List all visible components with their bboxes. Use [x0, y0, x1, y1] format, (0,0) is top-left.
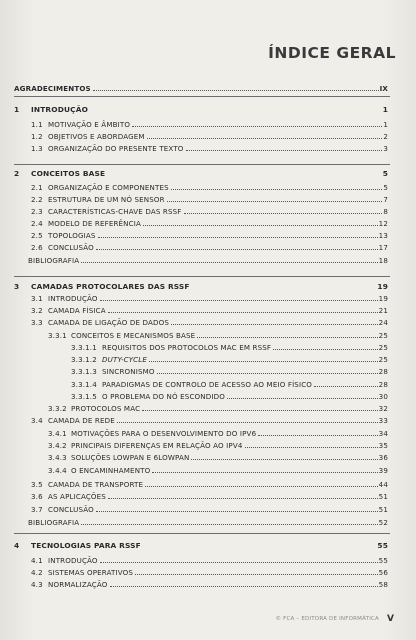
- toc-entry-number: 3.3.1.2: [71, 355, 97, 364]
- toc-entry-number: 3.5: [31, 480, 43, 489]
- toc-entry-number: 3.4.1: [48, 429, 67, 438]
- toc-entry-page: 18: [378, 256, 388, 265]
- dot-leader: [191, 459, 377, 460]
- dot-leader: [245, 447, 378, 448]
- toc-entry-number: 2.1: [31, 183, 43, 192]
- toc-entry-page: 34: [378, 429, 388, 438]
- dot-leader: [186, 150, 383, 151]
- dot-leader: [197, 337, 377, 338]
- toc-entry-page: 52: [378, 518, 388, 527]
- divider: [14, 533, 390, 534]
- toc-entry-page: IX: [379, 84, 388, 93]
- divider: [14, 96, 390, 97]
- toc-entry: [0, 453, 388, 462]
- toc-entry: [0, 518, 388, 527]
- toc-entry-page: 25: [378, 355, 388, 364]
- toc-entry-number: 3.3.1.5: [71, 392, 97, 401]
- toc-entry-number: 2: [14, 169, 20, 178]
- toc-entry-label: MOTIVAÇÕES PARA O DESENVOLVIMENTO DO IPV6: [71, 429, 257, 438]
- page-number: V: [387, 614, 394, 624]
- toc-entry-number: 3.3.1.1: [71, 343, 97, 352]
- toc-entry-label: TOPOLOGIAS: [48, 231, 96, 240]
- dot-leader: [81, 524, 377, 525]
- toc-entry-page: 1: [382, 105, 388, 114]
- toc-entry-page: 13: [378, 231, 388, 240]
- toc-entry-page: 19: [377, 282, 388, 291]
- toc-entry-label: INTRODUÇÃO: [31, 105, 89, 114]
- toc-entry-number: 3.2: [31, 306, 43, 315]
- toc-entry: [0, 306, 388, 315]
- toc-entry-number: 3.6: [31, 492, 43, 501]
- toc-entry-page: 55: [377, 541, 388, 550]
- toc-entry: [0, 207, 388, 216]
- toc-entry-number: 3.7: [31, 505, 43, 514]
- toc-entry-number: 2.3: [31, 207, 43, 216]
- dot-leader: [227, 398, 378, 399]
- toc-entry-page: 33: [378, 416, 388, 425]
- toc-entry-label: CONCLUSÃO: [48, 505, 94, 514]
- toc-entry: [0, 416, 388, 425]
- toc-entry: [0, 318, 388, 327]
- dot-leader: [149, 361, 378, 362]
- dot-leader: [273, 349, 378, 350]
- publisher-credit: © FCA – EDITORA DE INFORMÁTICA: [275, 616, 380, 622]
- toc-entry: [0, 195, 388, 204]
- toc-entry-label: MODELO DE REFERÊNCIA: [48, 219, 141, 228]
- toc-entry: [0, 367, 388, 376]
- toc-entry-label: NORMALIZAÇÃO: [48, 580, 108, 589]
- dot-leader: [108, 312, 378, 313]
- toc-entry-page: 28: [378, 380, 388, 389]
- divider: [14, 164, 390, 165]
- toc-entry: [0, 392, 388, 401]
- toc-entry-page: 51: [378, 492, 388, 501]
- page-title: ÍNDICE GERAL: [268, 44, 396, 62]
- toc-entry-label: BIBLIOGRAFIA: [28, 256, 80, 265]
- toc-entry-page: 7: [383, 195, 388, 204]
- toc-entry-label: CAMADA DE REDE: [48, 416, 115, 425]
- toc-entry-label: SISTEMAS OPERATIVOS: [48, 568, 134, 577]
- toc-entry-label: MOTIVAÇÃO E ÂMBITO: [48, 120, 131, 129]
- toc-entry: [0, 84, 388, 93]
- toc-entry-number: 2.6: [31, 243, 43, 252]
- toc-entry-page: 58: [378, 580, 388, 589]
- dot-leader: [110, 586, 378, 587]
- toc-entry-number: 3.4.4: [48, 466, 67, 475]
- toc-entry-page: 21: [378, 306, 388, 315]
- toc-entry-number: 2.5: [31, 231, 43, 240]
- toc-entry-label: ORGANIZAÇÃO E COMPONENTES: [48, 183, 169, 192]
- toc-entry-label: CAMADA DE TRANSPORTE: [48, 480, 144, 489]
- toc-entry-page: 5: [382, 169, 388, 178]
- toc-entry: [0, 219, 388, 228]
- dot-leader: [100, 562, 378, 563]
- toc-entry: [0, 183, 388, 192]
- toc-entry-label: PROTOCOLOS MAC: [71, 404, 141, 413]
- dot-leader: [108, 498, 378, 499]
- dot-leader: [81, 262, 377, 263]
- toc-entry-page: 19: [378, 294, 388, 303]
- toc-entry-label: TECNOLOGIAS PARA RSSF: [31, 541, 141, 550]
- toc-entry-page: 39: [378, 466, 388, 475]
- dot-leader: [152, 472, 377, 473]
- toc-entry-page: 25: [378, 331, 388, 340]
- toc-entry-label: CONCLUSÃO: [48, 243, 94, 252]
- dot-leader: [142, 410, 377, 411]
- dot-leader: [171, 324, 378, 325]
- toc-entry-label: AS APLICAÇÕES: [48, 492, 106, 501]
- dot-leader: [314, 386, 378, 387]
- toc-entry: [0, 105, 388, 114]
- toc-entry-number: 4.1: [31, 556, 43, 565]
- toc-entry-label: SINCRONISMO: [102, 367, 155, 376]
- dot-leader: [143, 225, 378, 226]
- dot-leader: [258, 435, 377, 436]
- toc-entry-label: OBJETIVOS E ABORDAGEM: [48, 132, 145, 141]
- toc-entry-page: 44: [378, 480, 388, 489]
- toc-entry: [0, 282, 388, 291]
- toc-entry-number: 3.3.1.3: [71, 367, 97, 376]
- toc-entry: [0, 568, 388, 577]
- toc-entry-number: 3.4.2: [48, 441, 67, 450]
- toc-entry: [0, 231, 388, 240]
- toc-entry-page: 8: [383, 207, 388, 216]
- toc-entry-label: ORGANIZAÇÃO DO PRESENTE TEXTO: [48, 144, 184, 153]
- toc-entry: [0, 580, 388, 589]
- dot-leader: [117, 422, 378, 423]
- toc-entry-page: 56: [378, 568, 388, 577]
- toc-entry-number: 3.3.1: [48, 331, 67, 340]
- dot-leader: [132, 126, 382, 127]
- toc-entry: [0, 505, 388, 514]
- dot-leader: [184, 213, 383, 214]
- dot-leader: [167, 201, 383, 202]
- toc-entry-page: 3: [383, 144, 388, 153]
- toc-entry: [0, 429, 388, 438]
- toc-entry-label: AGRADECIMENTOS: [14, 84, 91, 93]
- toc-entry-page: 28: [378, 367, 388, 376]
- toc-entry-label: INTRODUÇÃO: [48, 556, 98, 565]
- toc-entry-number: 3.3.1.4: [71, 380, 97, 389]
- dot-leader: [145, 486, 378, 487]
- dot-leader: [96, 511, 378, 512]
- toc-entry-number: 3: [14, 282, 20, 291]
- toc-entry-label: CAMADA FÍSICA: [48, 306, 106, 315]
- toc-entry-page: 35: [378, 441, 388, 450]
- toc-entry-page: 17: [378, 243, 388, 252]
- toc-entry: [0, 331, 388, 340]
- toc-entry: [0, 294, 388, 303]
- toc-entry-page: 32: [378, 404, 388, 413]
- dot-leader: [96, 249, 378, 250]
- toc-entry: [0, 541, 388, 550]
- toc-entry: [0, 256, 388, 265]
- toc-entry-page: 12: [378, 219, 388, 228]
- toc-entry-label: BIBLIOGRAFIA: [28, 518, 80, 527]
- toc-entry-page: 2: [383, 132, 388, 141]
- dot-leader: [93, 90, 379, 91]
- toc-entry-number: 1.1: [31, 120, 43, 129]
- toc-entry-number: 2.4: [31, 219, 43, 228]
- toc-entry-number: 3.4: [31, 416, 43, 425]
- dot-leader: [100, 300, 378, 301]
- toc-entry-page: 36: [378, 453, 388, 462]
- toc-entry: [0, 380, 388, 389]
- page-footer: [275, 614, 394, 624]
- toc-entry-number: 4: [14, 541, 20, 550]
- toc-entry: [0, 120, 388, 129]
- toc-entry: [0, 480, 388, 489]
- toc-entry-number: 3.3.2: [48, 404, 67, 413]
- toc-entry-label: SOLUÇÕES LOWPAN E 6LOWPAN: [71, 453, 190, 462]
- toc-entry-page: 24: [378, 318, 388, 327]
- toc-entry-page: 5: [383, 183, 388, 192]
- toc-entry-number: 3.4.3: [48, 453, 67, 462]
- toc-entry-page: 55: [378, 556, 388, 565]
- toc-entry-number: 1.3: [31, 144, 43, 153]
- divider: [14, 276, 390, 277]
- toc-entry-number: 1: [14, 105, 20, 114]
- toc-entry-label: PARADIGMAS DE CONTROLO DE ACESSO AO MEIO FÍSICO: [102, 380, 313, 389]
- toc-entry: [0, 441, 388, 450]
- toc-entry-number: 4.2: [31, 568, 43, 577]
- toc-entry: [0, 556, 388, 565]
- toc-entry-label: O PROBLEMA DO NÓ ESCONDIDO: [102, 392, 225, 401]
- toc-entry-label: DUTY-CYCLE: [102, 355, 147, 364]
- toc-entry: [0, 243, 388, 252]
- toc-entry-label: O ENCAMINHAMENTO: [71, 466, 151, 475]
- dot-leader: [157, 373, 378, 374]
- toc-entry-label: REQUISITOS DOS PROTOCOLOS MAC EM RSSF: [102, 343, 272, 352]
- toc-entry-page: 30: [378, 392, 388, 401]
- toc-entry: [0, 144, 388, 153]
- dot-leader: [98, 237, 378, 238]
- toc-entry-number: 1.2: [31, 132, 43, 141]
- toc-entry: [0, 169, 388, 178]
- toc-entry-page: 51: [378, 505, 388, 514]
- toc-entry: [0, 492, 388, 501]
- toc-entry-label: CARACTERÍSTICAS-CHAVE DAS RSSF: [48, 207, 182, 216]
- toc-entry-label: CONCEITOS E MECANISMOS BASE: [71, 331, 196, 340]
- toc-entry-number: 2.2: [31, 195, 43, 204]
- toc-entry-number: 3.1: [31, 294, 43, 303]
- toc-entry: [0, 343, 388, 352]
- toc-entry-page: 1: [383, 120, 388, 129]
- toc-entry: [0, 466, 388, 475]
- toc-entry-label: INTRODUÇÃO: [48, 294, 98, 303]
- dot-leader: [171, 189, 383, 190]
- toc-entry: [0, 132, 388, 141]
- toc-entry-page: 25: [378, 343, 388, 352]
- toc-entry-label: CONCEITOS BASE: [31, 169, 106, 178]
- toc-entry: [0, 404, 388, 413]
- toc-entry: [0, 355, 388, 364]
- dot-leader: [147, 138, 383, 139]
- toc-entry-label: PRINCIPAIS DIFERENÇAS EM RELAÇÃO AO IPV4: [71, 441, 243, 450]
- toc-entry-label: CAMADAS PROTOCOLARES DAS RSSF: [31, 282, 190, 291]
- toc-entry-label: CAMADA DE LIGAÇÃO DE DADOS: [48, 318, 170, 327]
- toc-entry-label: ESTRUTURA DE UM NÓ SENSOR: [48, 195, 165, 204]
- toc-entry-number: 4.3: [31, 580, 43, 589]
- dot-leader: [135, 574, 378, 575]
- toc-entry-number: 3.3: [31, 318, 43, 327]
